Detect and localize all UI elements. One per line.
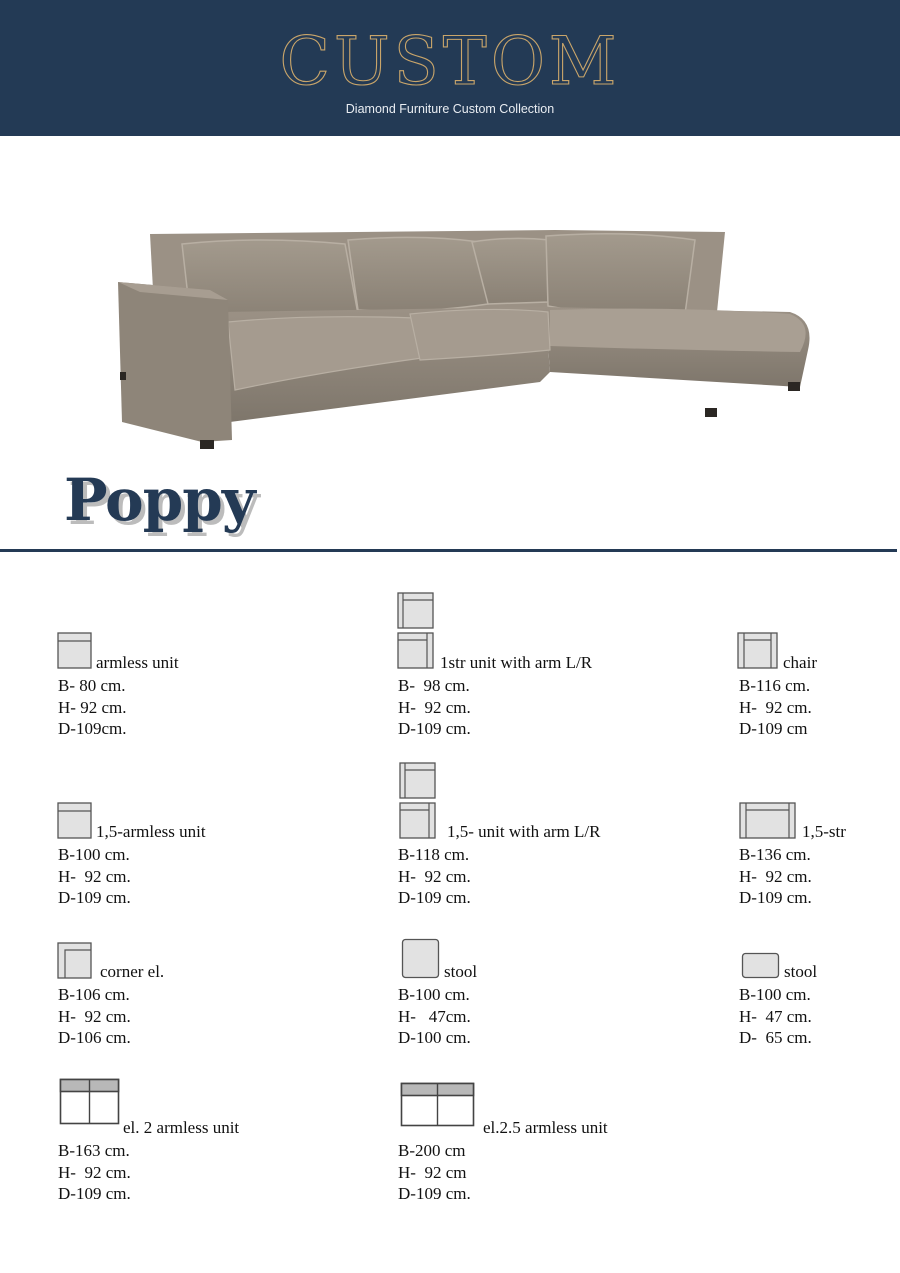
arm-unit-icon xyxy=(397,592,435,630)
unit-specs xyxy=(58,984,131,1049)
arm-unit-icon xyxy=(399,762,437,800)
depth-spec: D-109 cm. xyxy=(398,719,471,738)
unit-specs xyxy=(398,984,471,1049)
depth-spec: D-109 cm. xyxy=(58,888,131,907)
height-spec: H- 92 cm. xyxy=(58,866,131,886)
width-spec: B- 80 cm. xyxy=(58,676,126,695)
wide-chair-icon xyxy=(739,802,797,840)
two-seat-icon xyxy=(59,1078,121,1126)
height-spec: H- 47cm. xyxy=(398,1006,471,1026)
width-spec: B-118 cm. xyxy=(398,845,470,864)
height-spec: H- 47 cm. xyxy=(739,1006,812,1026)
depth-spec: D-109cm. xyxy=(58,719,127,738)
width-spec: B-200 cm xyxy=(398,1141,466,1160)
height-spec: H- 92 cm. xyxy=(398,697,471,717)
divider xyxy=(0,549,897,552)
two-half-seat-icon xyxy=(400,1082,476,1128)
unit-label: el.2.5 armless unit xyxy=(483,1118,608,1137)
unit-specs xyxy=(739,984,812,1049)
unit-label: stool xyxy=(444,962,478,981)
armless-unit-icon xyxy=(57,802,93,840)
unit-specs xyxy=(398,844,471,909)
arm-unit-icon xyxy=(397,632,435,670)
width-spec: B-136 cm. xyxy=(739,845,811,864)
depth-spec: D-109 cm. xyxy=(398,1184,471,1203)
unit-specs xyxy=(58,675,126,740)
depth-spec: D-106 cm. xyxy=(58,1028,131,1047)
height-spec: H- 92 cm. xyxy=(739,697,812,717)
depth-spec: D-109 cm. xyxy=(58,1184,131,1203)
unit-specs xyxy=(58,844,131,909)
sofa-illustration xyxy=(110,222,820,457)
height-spec: H- 92 cm. xyxy=(58,1162,131,1182)
unit-specs xyxy=(739,844,812,909)
unit-label: 1,5-str xyxy=(802,822,846,841)
chair-icon xyxy=(737,632,779,670)
unit-specs xyxy=(398,675,471,740)
width-spec: B-106 cm. xyxy=(58,985,130,1004)
unit-label: 1,5-armless unit xyxy=(96,822,206,841)
unit-specs xyxy=(58,1140,131,1205)
depth-spec: D-100 cm. xyxy=(398,1028,471,1047)
corner-icon xyxy=(57,942,93,980)
depth-spec: D- 65 cm. xyxy=(739,1028,812,1047)
height-spec: H- 92 cm. xyxy=(739,866,812,886)
stool-icon xyxy=(401,938,441,980)
width-spec: B-100 cm. xyxy=(58,845,130,864)
unit-specs xyxy=(739,675,812,740)
unit-label: chair xyxy=(783,653,817,672)
unit-label: 1str unit with arm L/R xyxy=(440,653,593,672)
width-spec: B-163 cm. xyxy=(58,1141,130,1160)
unit-label: 1,5- unit with arm L/R xyxy=(447,822,601,841)
height-spec: H- 92 cm. xyxy=(58,1006,131,1026)
height-spec: H- 92 cm. xyxy=(398,866,471,886)
small-stool-icon xyxy=(741,952,781,980)
width-spec: B-100 cm. xyxy=(739,985,811,1004)
depth-spec: D-109 cm xyxy=(739,719,808,738)
header-banner xyxy=(0,0,900,136)
unit-label: armless unit xyxy=(96,653,179,672)
tagline: Diamond Furniture Custom Collection xyxy=(345,102,555,116)
depth-spec: D-109 cm. xyxy=(398,888,471,907)
armless-unit-icon xyxy=(57,632,93,670)
width-spec: B- 98 cm. xyxy=(398,676,470,695)
height-spec: H- 92 cm. xyxy=(58,697,127,717)
depth-spec: D-109 cm. xyxy=(739,888,812,907)
height-spec: H- 92 cm xyxy=(398,1162,467,1182)
unit-label: corner el. xyxy=(100,962,165,981)
arm-unit-icon xyxy=(399,802,437,840)
unit-label: el. 2 armless unit xyxy=(123,1118,240,1137)
unit-specs xyxy=(398,1140,471,1205)
product-title: Poppy xyxy=(64,466,255,534)
width-spec: B-116 cm. xyxy=(739,676,811,695)
brand-logo: CUSTOM xyxy=(279,23,621,100)
width-spec: B-100 cm. xyxy=(398,985,470,1004)
unit-label: stool xyxy=(784,962,818,981)
